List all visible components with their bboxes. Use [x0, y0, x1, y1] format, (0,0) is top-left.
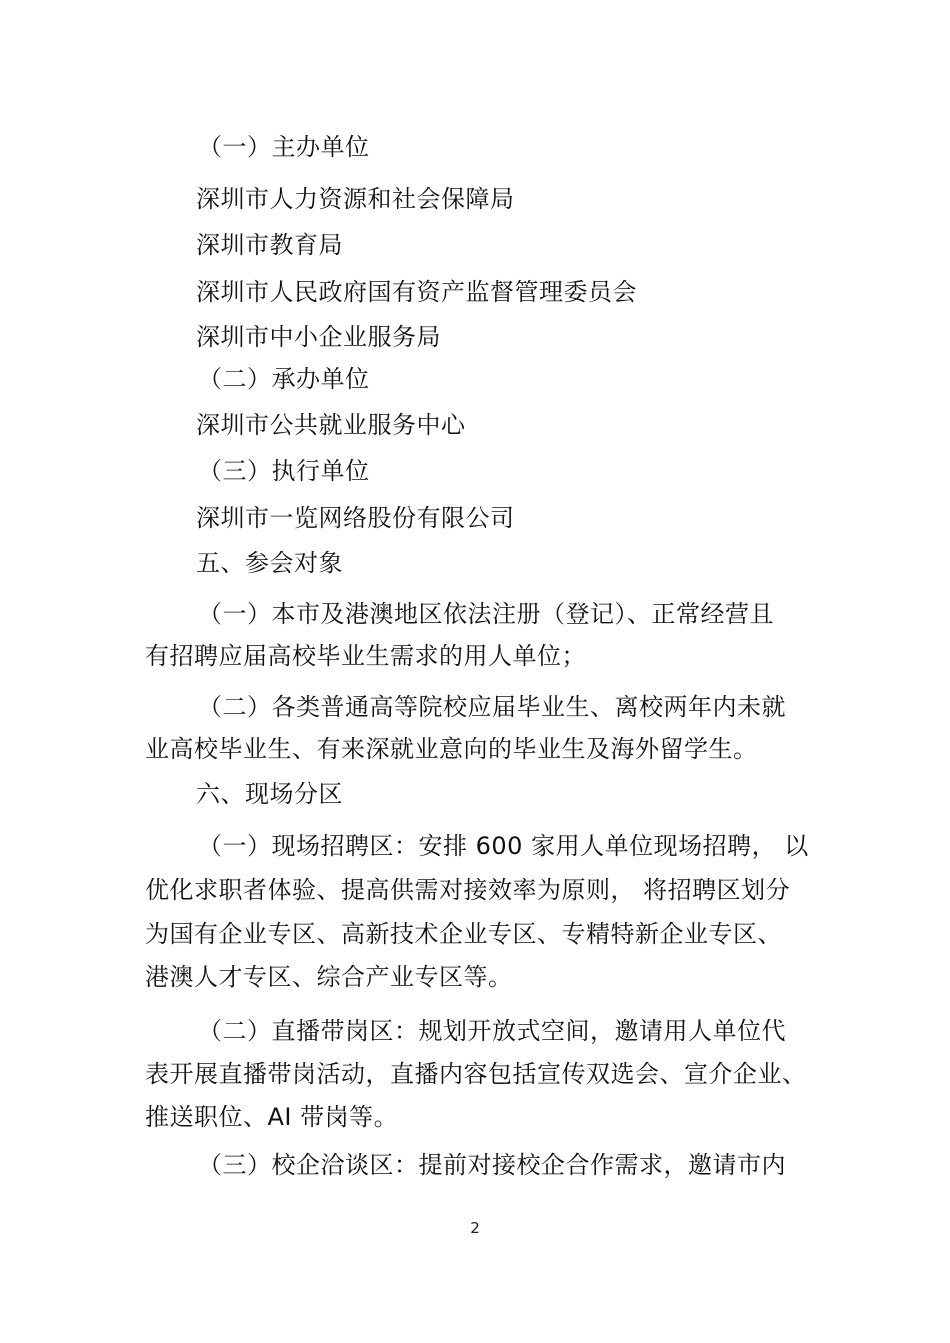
executor-unit: 深圳市一览网络股份有限公司: [196, 504, 515, 532]
zone1-line1: （一）现场招聘区：安排 600 家用人单位现场招聘， 以: [198, 832, 809, 860]
host-unit-heading: （一）主办单位: [198, 133, 370, 161]
organizer-unit-heading: （二）承办单位: [198, 365, 370, 393]
host-unit-3: 深圳市人民政府国有资产监督管理委员会: [196, 278, 637, 306]
participants-heading: 五、参会对象: [196, 549, 343, 577]
host-unit-2: 深圳市教育局: [196, 231, 343, 259]
zone1-line3: 为国有企业专区、高新技术企业专区、专精特新企业专区、: [145, 920, 782, 948]
zone3-line1: （三）校企洽谈区：提前对接校企合作需求，邀请市内: [198, 1151, 786, 1179]
zone2-line2: 表开展直播带岗活动，直播内容包括宣传双选会、宣介企业、: [145, 1060, 807, 1088]
organizer-unit: 深圳市公共就业服务中心: [196, 411, 466, 439]
zone2-line1: （二）直播带岗区：规划开放式空间，邀请用人单位代: [198, 1017, 786, 1045]
page-number: 2: [470, 1219, 480, 1237]
participants-item1-line2: 有招聘应届高校毕业生需求的用人单位；: [145, 642, 586, 670]
host-unit-4: 深圳市中小企业服务局: [196, 323, 441, 351]
executor-unit-heading: （三）执行单位: [198, 457, 370, 485]
participants-item2-line2: 业高校毕业生、有来深就业意向的毕业生及海外留学生。: [145, 735, 758, 763]
host-unit-1: 深圳市人力资源和社会保障局: [196, 185, 515, 213]
zones-heading: 六、现场分区: [196, 780, 343, 808]
zone1-line4: 港澳人才专区、综合产业专区等。: [145, 963, 513, 991]
zone1-line2: 优化求职者体验、提高供需对接效率为原则， 将招聘区划分: [145, 876, 791, 904]
zone2-line3: 推送职位、AI 带岗等。: [145, 1103, 399, 1131]
participants-item1-line1: （一）本市及港澳地区依法注册（登记）、正常经营且: [198, 600, 774, 628]
participants-item2-line1: （二）各类普通高等院校应届毕业生、离校两年内未就: [198, 693, 786, 721]
